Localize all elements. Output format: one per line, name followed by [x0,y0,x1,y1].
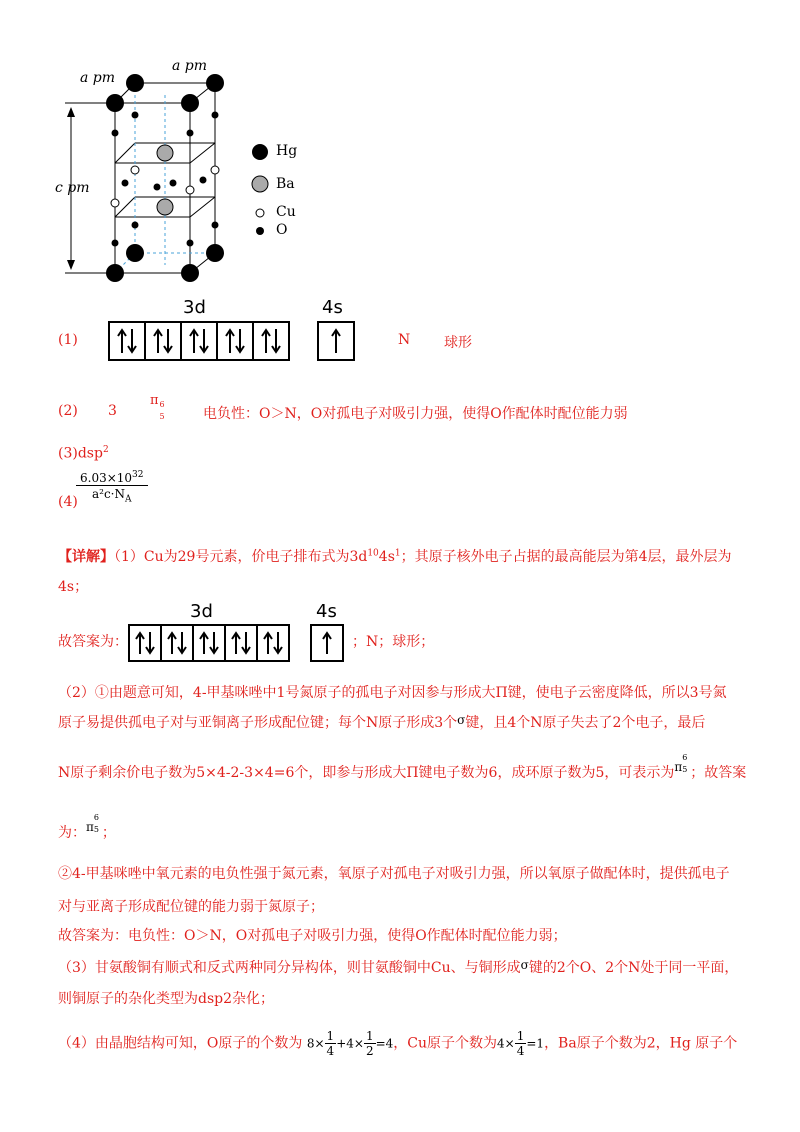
pi-sup: 6 [159,400,165,409]
pi-notation [150,392,167,421]
answer-4-number: (4) [58,494,78,510]
explain-answer-suffix: ；N；球形； [352,634,435,650]
pi-base: π [150,393,159,408]
orbital-3d-boxes [108,321,290,361]
explain-orbital-4s-label: 4s [316,601,337,622]
answer-1-shape: 球形 [444,335,472,351]
orbital-4s-label: 4s [322,297,343,318]
a-label-left: a pm [80,70,116,86]
crystal-structure-figure [55,55,315,295]
explain-p4-line1: （3）甘氨酸铜有顺式和反式两种同分异构体，则甘氨酸铜中Cu、与铜形成σ键的2个O、2个N处于同一平面， [58,958,739,976]
orbital-box [194,626,226,660]
legend-o: O [276,222,288,238]
orbital-4s-box [317,321,355,361]
explain-p5-line1: （4）由晶胞结构可知，O原子的个数为 8× $\frac{1}{4}$ +4× $\frac{1}{2}$ =4，Cu原子个数为4× $\frac{1}{4}$ =1，Ba原子个数为2，Hg 原子个 [58,1029,738,1058]
legend-hg: Hg [276,143,298,159]
explain-answer-prefix: 故答案为： [58,634,128,650]
answer-3: (3)dsp$^2$ [58,445,109,462]
answer-1-element: N [398,332,411,348]
orbital-box [258,626,288,660]
explain-p1-line1: 【详解】（1）Cu为29号元素，价电子排布式为$3d^{10}4s^1$；其原子核外电子占据的最高能层为第4层，最外层为 [58,548,732,565]
answer-4-fraction: $6.03\times 10^{32}$ $a^2c\cdot N_A$ [76,470,148,505]
orbital-box [162,626,194,660]
answer-2-value: 3 [108,403,117,419]
explain-p4-line2: 则铜原子的杂化类型为dsp2杂化； [58,991,275,1007]
orbital-box [110,323,146,359]
answer-2-text: 电负性：O＞N，O对孤电子对吸引力强，使得O作配体时配位能力弱 [203,406,628,422]
explain-p3-line3: 故答案为：电负性：O＞N，O对孤电子对吸引力强，使得O作配体时配位能力弱； [58,928,567,944]
orbital-box [182,323,218,359]
legend-cu: Cu [276,204,296,220]
explain-orbital-3d-boxes [128,624,290,662]
legend-swatches [250,142,270,242]
orbital-box [226,626,258,660]
a-label-top: a pm [172,58,208,74]
answer-2-number: (2) [58,403,78,419]
explain-p1-line2: 4s； [58,579,89,595]
c-label: c pm [55,180,90,196]
orbital-box [254,323,288,359]
orbital-box [218,323,254,359]
explain-orbital-3d-label: 3d [190,601,213,622]
pi-sub: 5 [159,412,165,421]
legend-ba: Ba [276,176,295,192]
orbital-box [146,323,182,359]
explain-p2-line2: 原子易提供孤电子对与亚铜离子形成配位键；每个N原子形成3个σ键，且4个N原子失去了2个电子，最后 [58,713,706,731]
explain-p3-line2: 对与亚离子形成配位键的能力弱于氮原子； [58,899,324,915]
answer-1-number: (1) [58,332,78,348]
explain-p3-line1: ②4-甲基咪唑中氧元素的电负性强于氮元素，氧原子对孤电子对吸引力强，所以氧原子做配体时，提供孤电子 [58,866,730,882]
explain-p2-line4: 为：π 6 5 ； [58,813,116,841]
explain-p2-line3: N原子剩余价电子数为5×4-2-3×4=6个，即参与形成大Π键电子数为6，成环原子数为5，可表示为π 6 5 ；故答案 [58,753,747,781]
orbital-3d-label: 3d [183,297,206,318]
explain-orbital-4s-box [310,624,344,662]
orbital-box [130,626,162,660]
explain-p2-line1: （2）①由题意可知，4-甲基咪唑中1号氮原子的孤电子对因参与形成大Π键，使电子云密度降低，所以3号氮 [58,685,727,701]
